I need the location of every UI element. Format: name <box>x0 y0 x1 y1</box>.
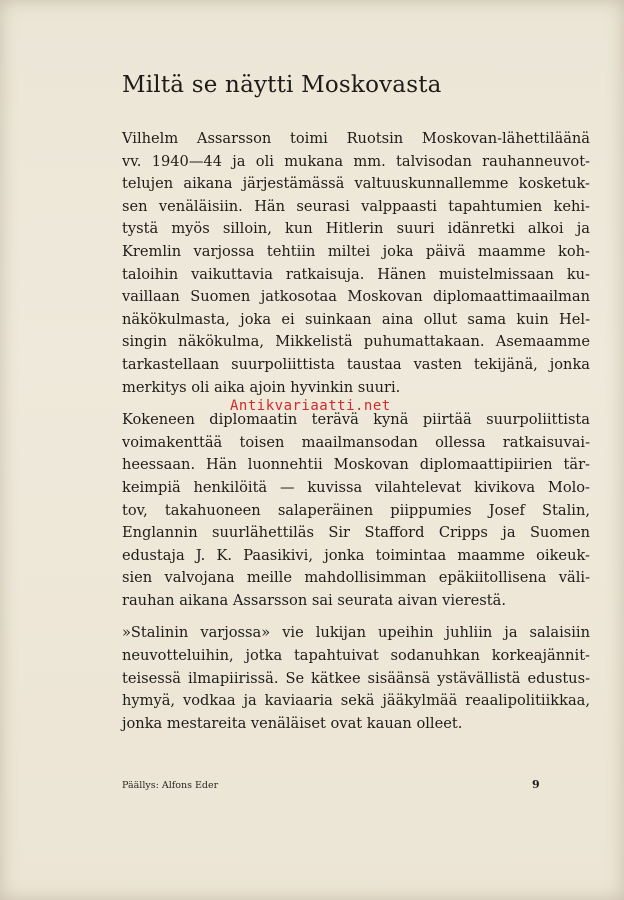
text-line: edustaja J. K. Paasikivi, jonka toimintaa maamme oikeuk- <box>122 546 590 564</box>
paragraph-2 <box>122 409 590 612</box>
blurb-text <box>122 128 590 745</box>
text-line: keimpiä henkilöitä — kuvissa vilahtelevat kivikova Molo- <box>122 478 590 496</box>
text-line: jonka mestareita venäläiset ovat kauan olleet. <box>122 714 463 732</box>
text-line: sen venäläisiin. Hän seurasi valppaasti tapahtumien kehi- <box>122 197 590 215</box>
text-line: näkökulmasta, joka ei suinkaan aina ollut sama kuin Hel- <box>122 310 590 328</box>
text-line: heessaan. Hän luonnehtii Moskovan diplomaattipiirien tär- <box>122 456 590 474</box>
text-line: Englannin suurlähettiläs Sir Stafford Cripps ja Suomen <box>122 524 590 542</box>
text-line: vaillaan Suomen jatkosotaa Moskovan diplomaattimaailman <box>122 288 590 306</box>
text-line: Kremlin varjossa tehtiin miltei joka päivä maamme koh- <box>122 242 590 260</box>
text-line: telujen aikana järjestämässä valtuuskunnallemme kosketuk- <box>122 175 590 193</box>
text-line: singin näkökulma, Mikkelistä puhumattakaan. Asemaamme <box>122 333 590 351</box>
page-title: Miltä se näytti Moskovasta <box>122 72 442 98</box>
text-line: sien valvojana meille mahdollisimman epäkiitollisena väli- <box>122 569 590 587</box>
paragraph-1 <box>122 128 590 399</box>
watermark: Antikvariaatti.net <box>230 398 391 414</box>
cover-credit: Päällys: Alfons Eder <box>122 780 219 791</box>
text-line: »Stalinin varjossa» vie lukijan upeihin juhliin ja salaisiin <box>122 624 590 642</box>
text-line: tarkastellaan suurpoliittista taustaa vasten tekijänä, jonka <box>122 355 590 373</box>
text-line: neuvotteluihin, jotka tapahtuivat sodanuhkan korkeajännit- <box>122 647 590 665</box>
text-line: merkitys oli aika ajoin hyvinkin suuri. <box>122 378 401 396</box>
text-line: rauhan aikana Assarsson sai seurata aivan vierestä. <box>122 591 506 609</box>
page-number: 9 <box>532 778 540 791</box>
text-line: Kokeneen diplomaatin terävä kynä piirtää suurpoliittista <box>122 411 590 429</box>
text-line: vv. 1940—44 ja oli mukana mm. talvisodan rauhanneuvot- <box>122 152 590 170</box>
text-line: tystä myös silloin, kun Hitlerin suuri idänretki alkoi ja <box>122 220 590 238</box>
text-line: teisessä ilmapiirissä. Se kätkee sisäänsä ystävällistä edustus- <box>122 669 590 687</box>
text-line: Vilhelm Assarsson toimi Ruotsin Moskovan-lähettiläänä <box>122 130 590 147</box>
paragraph-3 <box>122 622 590 735</box>
text-line: tov, takahuoneen salaperäinen piippumies Josef Stalin, <box>122 501 590 519</box>
text-line: voimakenttää toisen maailmansodan ollessa ratkaisuvai- <box>122 433 590 451</box>
text-line: taloihin vaikuttavia ratkaisuja. Hänen muistelmissaan ku- <box>122 265 590 283</box>
text-line: hymyä, vodkaa ja kaviaaria sekä jääkylmää reaalipolitiikkaa, <box>122 692 590 710</box>
